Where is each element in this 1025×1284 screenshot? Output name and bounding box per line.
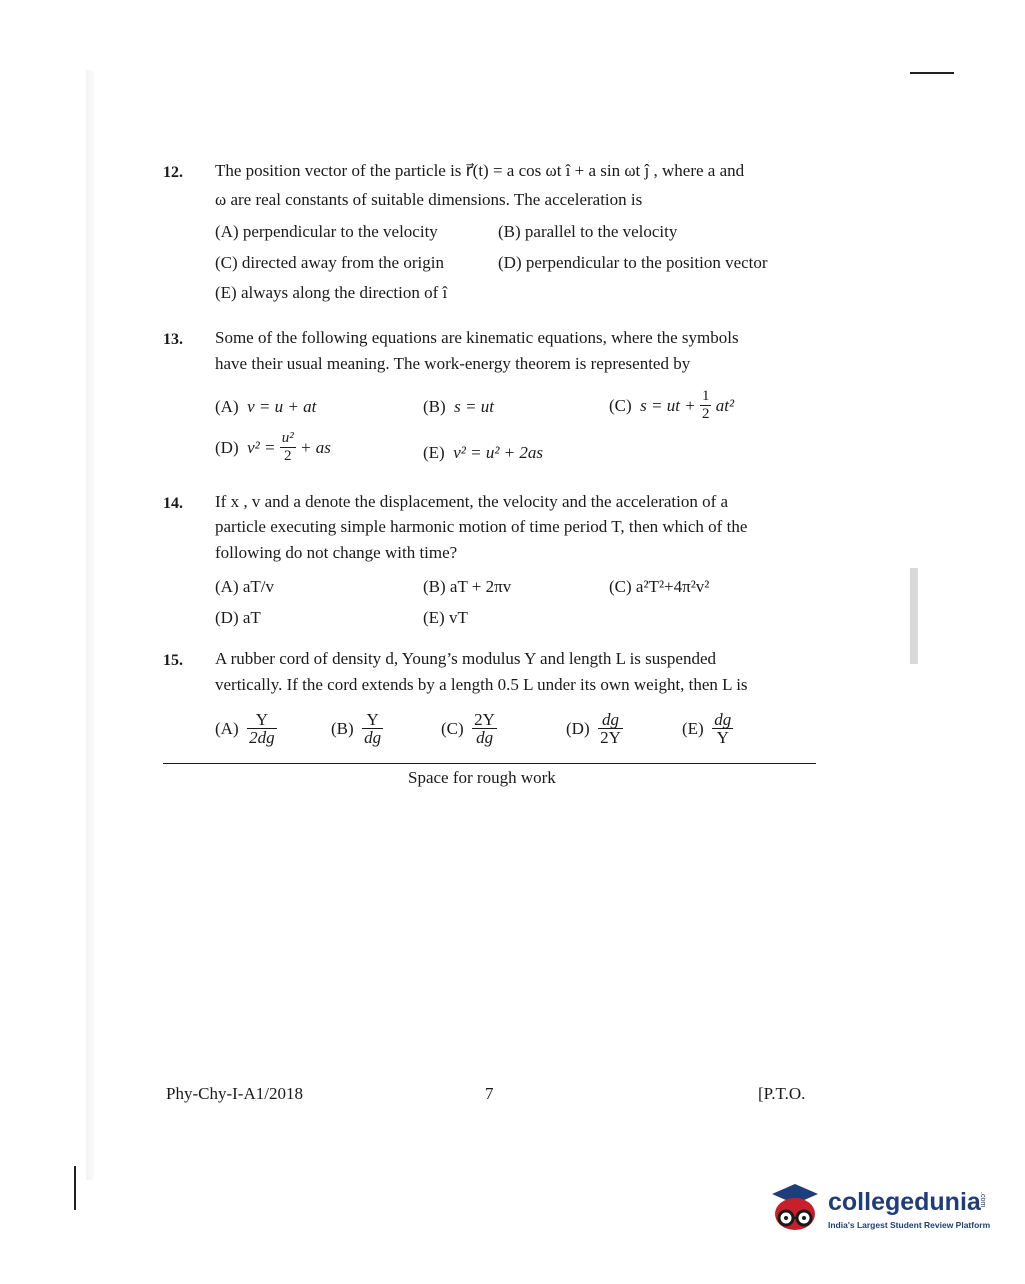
- q14-line3: following do not change with time?: [215, 543, 458, 562]
- q13-option-c: [609, 388, 734, 423]
- q13-option-a-formula: v = u + at: [247, 397, 317, 416]
- q13-option-c-label: (C): [609, 396, 632, 415]
- q15-option-d-fraction: [598, 711, 623, 746]
- q15-option-e-fraction: [712, 711, 733, 746]
- q13-option-d-label: (D): [215, 438, 239, 457]
- q12-number: 12.: [163, 164, 183, 181]
- q13-option-c-fraction: [700, 388, 712, 423]
- q14-option-b: (B) aT + 2πv: [423, 577, 512, 596]
- scan-left-shadow: [86, 70, 94, 1180]
- logo-suffix: .com: [979, 1192, 986, 1208]
- q13-option-b: [423, 396, 494, 418]
- q15-number: 15.: [163, 652, 183, 669]
- q15-option-b: [331, 711, 383, 746]
- q15-option-a-denominator: 2dg: [249, 728, 275, 747]
- q12-line1: The position vector of the particle is r⃗(t) = a cos ωt î + a sin ωt ĵ , where a and: [215, 161, 745, 180]
- footer-code: Phy-Chy-I-A1/2018: [166, 1084, 303, 1103]
- q15-option-a-label: (A): [215, 719, 239, 738]
- q13-option-d-fraction: [280, 430, 296, 465]
- q12-option-e: (E) always along the direction of î: [215, 283, 448, 302]
- q15-option-c-denominator: dg: [476, 728, 494, 747]
- q15-option-a: [215, 711, 277, 746]
- q13-option-e-label: (E): [423, 443, 445, 462]
- q13-option-d-numerator: u²: [281, 430, 294, 446]
- q15-option-b-denominator: dg: [364, 728, 382, 747]
- q13-option-c-pre: s = ut +: [640, 396, 696, 415]
- q14-line1: If x , v and a denote the displacement, the velocity and the acceleration of a: [215, 492, 729, 511]
- q14-option-d: (D) aT: [215, 608, 261, 627]
- q15-option-a-fraction: [247, 711, 277, 746]
- q13-option-b-label: (B): [423, 397, 446, 416]
- q15-option-e-denominator: Y: [716, 728, 729, 747]
- q12-option-b: (B) parallel to the velocity: [498, 222, 678, 241]
- q12-option-c: (C) directed away from the origin: [215, 253, 444, 272]
- q12-line2: ω are real constants of suitable dimensions. The acceleration is: [215, 190, 643, 209]
- q15-line2: vertically. If the cord extends by a length 0.5 L under its own weight, then L is: [215, 675, 748, 694]
- q14-option-a: (A) aT/v: [215, 577, 275, 596]
- footer-pto: [P.T.O.: [758, 1084, 806, 1103]
- q13-number: 13.: [163, 331, 183, 348]
- q13-option-d-post: + as: [299, 438, 331, 457]
- q12-option-a: (A) perpendicular to the velocity: [215, 222, 438, 241]
- q13-option-a-label: (A): [215, 397, 239, 416]
- q15-option-d: [566, 711, 623, 746]
- q13-option-a: [215, 396, 316, 418]
- q14-option-c: (C) a²T²+4π²v²: [609, 577, 710, 596]
- q13-line1: Some of the following equations are kinematic equations, where the symbols: [215, 328, 739, 347]
- q12-option-d: (D) perpendicular to the position vector: [498, 253, 768, 272]
- q15-option-b-label: (B): [331, 719, 354, 738]
- q15-option-b-numerator: Y: [362, 711, 383, 729]
- logo-mascot-icon: [766, 1178, 824, 1240]
- q13-option-e: [423, 442, 543, 464]
- q13-option-c-numerator: 1: [701, 388, 710, 404]
- q15-option-a-numerator: Y: [247, 711, 277, 729]
- q15-option-c: [441, 711, 497, 746]
- left-bottom-mark: [74, 1166, 76, 1210]
- rough-work-label: Space for rough work: [408, 768, 556, 787]
- q15-option-e-numerator: dg: [714, 710, 732, 729]
- q15-option-d-denominator: 2Y: [600, 728, 621, 747]
- q13-option-e-formula: v² = u² + 2as: [453, 443, 544, 462]
- q13-option-d-denominator: 2: [283, 448, 292, 464]
- q13-option-d-pre: v² =: [247, 438, 276, 457]
- q15-option-d-label: (D): [566, 719, 590, 738]
- q15-option-c-fraction: [472, 711, 497, 746]
- q14-line2: particle executing simple harmonic motion of time period T, then which of the: [215, 517, 748, 536]
- q13-line2: have their usual meaning. The work-energy theorem is represented by: [215, 354, 691, 373]
- top-right-mark: [910, 72, 954, 74]
- q15-option-e-label: (E): [682, 719, 704, 738]
- q13-option-c-denominator: 2: [701, 406, 710, 422]
- q14-number: 14.: [163, 495, 183, 512]
- right-scan-tab: [910, 568, 918, 664]
- logo-brand: collegedunia: [828, 1188, 981, 1216]
- q15-line1: A rubber cord of density d, Young’s modulus Y and length L is suspended: [215, 649, 716, 668]
- q13-option-b-formula: s = ut: [454, 397, 494, 416]
- q15-option-d-numerator: dg: [598, 711, 623, 729]
- q14-option-e: (E) vT: [423, 608, 468, 627]
- q15-option-c-label: (C): [441, 719, 464, 738]
- q15-option-b-fraction: [362, 711, 383, 746]
- q13-option-c-post: at²: [715, 396, 735, 415]
- logo-tagline: India's Largest Student Review Platform: [828, 1220, 991, 1230]
- collegedunia-logo: [766, 1178, 996, 1248]
- rough-work-divider: [163, 763, 816, 764]
- footer-page-number: 7: [485, 1084, 494, 1103]
- q15-option-c-numerator: 2Y: [474, 710, 495, 729]
- q15-option-e: [682, 711, 733, 746]
- q13-option-d: [215, 430, 331, 465]
